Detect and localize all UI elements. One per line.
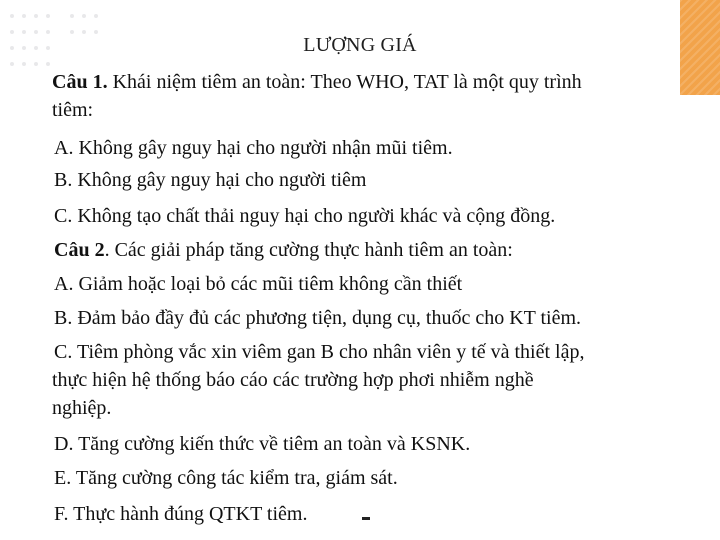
- question-2-option-c-end: nghiệp.: [52, 397, 112, 419]
- question-2-option-b: B. Đảm bảo đầy đủ các phương tiện, dụng cụ, thuốc cho KT tiêm.: [54, 307, 582, 329]
- question-1-label: Câu 1.: [52, 71, 108, 93]
- question-2-option-c-continued: thực hiện hệ thống báo cáo các trường hợp phơi nhiễm nghề: [52, 369, 534, 391]
- question-1: [52, 70, 582, 94]
- question-2-text: . Các giải pháp tăng cường thực hành tiêm an toàn:: [104, 239, 513, 261]
- question-2-option-a: A. Giảm hoặc loại bỏ các mũi tiêm không cần thiết: [54, 273, 463, 295]
- question-2-option-c: C. Tiêm phòng vắc xin viêm gan B cho nhân viên y tế và thiết lập,: [54, 341, 585, 363]
- question-1-option-a: A. Không gây nguy hại cho người nhận mũi tiêm.: [54, 137, 453, 159]
- question-2-label: Câu 2: [54, 239, 105, 261]
- question-1-option-b: B. Không gây nguy hại cho người tiêm: [54, 169, 367, 191]
- text-cursor-mark: [362, 517, 370, 520]
- question-2-option-f: F. Thực hành đúng QTKT tiêm.: [54, 503, 308, 525]
- question-2: [54, 238, 513, 262]
- question-1-option-c: C. Không tạo chất thải nguy hại cho người khác và cộng đồng.: [54, 205, 556, 227]
- question-2-option-e: E. Tăng cường công tác kiểm tra, giám sát.: [54, 467, 398, 489]
- slide-title: LƯỢNG GIÁ: [303, 34, 417, 56]
- question-2-option-d: D. Tăng cường kiến thức về tiêm an toàn và KSNK.: [54, 433, 471, 455]
- question-1-text-continued: tiêm:: [52, 99, 94, 121]
- question-1-text: Khái niệm tiêm an toàn: Theo WHO, TAT là một quy trình: [107, 71, 582, 93]
